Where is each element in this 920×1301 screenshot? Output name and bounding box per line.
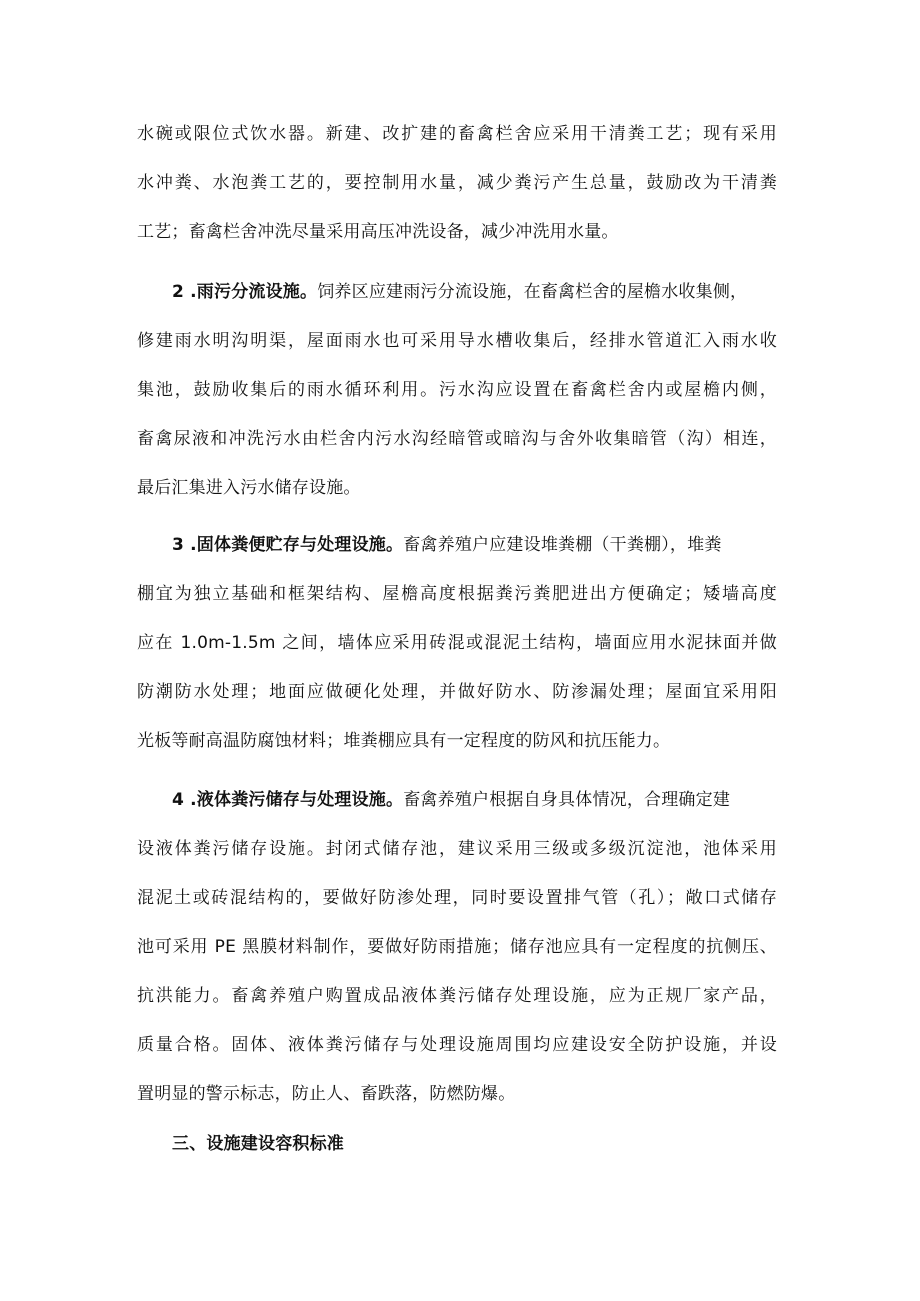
paragraph-3-line-4: 防潮防水处理；地面应做硬化处理，并做好防水、防渗漏处理；屋面宜采用阳: [137, 682, 777, 702]
paragraph-1-line-3: 工艺；畜禽栏舍冲洗尽量采用高压冲洗设备，减少冲洗用水量。: [137, 222, 619, 242]
paragraph-4-title: .液体粪污储存与处理设施。: [184, 790, 404, 810]
paragraph-2-line-3: 集池，鼓励收集后的雨水循环利用。污水沟应设置在畜禽栏舍内或屋檐内侧，: [137, 380, 777, 400]
paragraph-3-line-5: 光板等耐高温防腐蚀材料；堆粪棚应具有一定程度的防风和抗压能力。: [137, 731, 671, 751]
paragraph-2-title: .雨污分流设施。: [184, 282, 318, 302]
paragraph-4-line-6: 质量合格。固体、液体粪污储存与处理设施周围均应建设安全防护设施，并设: [137, 1035, 777, 1055]
paragraph-4-line-2: 设液体粪污储存设施。封闭式储存池，建议采用三级或多级沉淀池，池体采用: [137, 839, 777, 859]
paragraph-2-line-5: 最后汇集进入污水储存设施。: [137, 478, 361, 498]
section-heading: 三、设施建设容积标准: [172, 1134, 344, 1154]
paragraph-2-line-1: [172, 281, 777, 303]
paragraph-2-line-2: 修建雨水明沟明渠，屋面雨水也可采用导水槽收集后，经排水管道汇入雨水收: [137, 331, 777, 351]
paragraph-3-number: 3: [172, 535, 185, 555]
paragraph-3-line-3: 应在 1.0m-1.5m 之间，墙体应采用砖混或混泥土结构，墙面应用水泥抹面并做: [137, 633, 777, 653]
paragraph-3-title: .固体粪便贮存与处理设施。: [184, 535, 404, 555]
paragraph-2-number: 2: [172, 282, 185, 302]
paragraph-2-line-4: 畜禽尿液和冲洗污水由栏舍内污水沟经暗管或暗沟与舍外收集暗管（沟）相连，: [137, 429, 777, 449]
paragraph-3-line-2: 棚宜为独立基础和框架结构、屋檐高度根据粪污粪肥进出方便确定；矮墙高度: [137, 584, 777, 604]
paragraph-2-text: 饲养区应建雨污分流设施，在畜禽栏舍的屋檐水收集侧，: [317, 282, 748, 302]
paragraph-4-line-5: 抗洪能力。畜禽养殖户购置成品液体粪污储存处理设施，应为正规厂家产品，: [137, 986, 777, 1006]
paragraph-4-line-3: 混泥土或砖混结构的，要做好防渗处理，同时要设置排气管（孔）；敞口式储存: [137, 888, 777, 908]
paragraph-3-text: 畜禽养殖户应建设堆粪棚（干粪棚），堆粪: [403, 535, 722, 555]
paragraph-3-line-1: [172, 534, 777, 556]
paragraph-4-line-4: 池可采用 PE 黑膜材料制作，要做好防雨措施；储存池应具有一定程度的抗侧压、: [137, 937, 777, 957]
paragraph-4-line-7: 置明显的警示标志，防止人、畜跌落，防燃防爆。: [137, 1084, 516, 1104]
paragraph-4-text: 畜禽养殖户根据自身具体情况，合理确定建: [403, 790, 731, 810]
paragraph-4-number: 4: [172, 790, 185, 810]
paragraph-4-line-1: [172, 789, 777, 811]
paragraph-1-line-1: 水碗或限位式饮水器。新建、改扩建的畜禽栏舍应采用干清粪工艺；现有采用: [137, 124, 777, 144]
paragraph-1-line-2: 水冲粪、水泡粪工艺的，要控制用水量，减少粪污产生总量，鼓励改为干清粪: [137, 173, 777, 193]
